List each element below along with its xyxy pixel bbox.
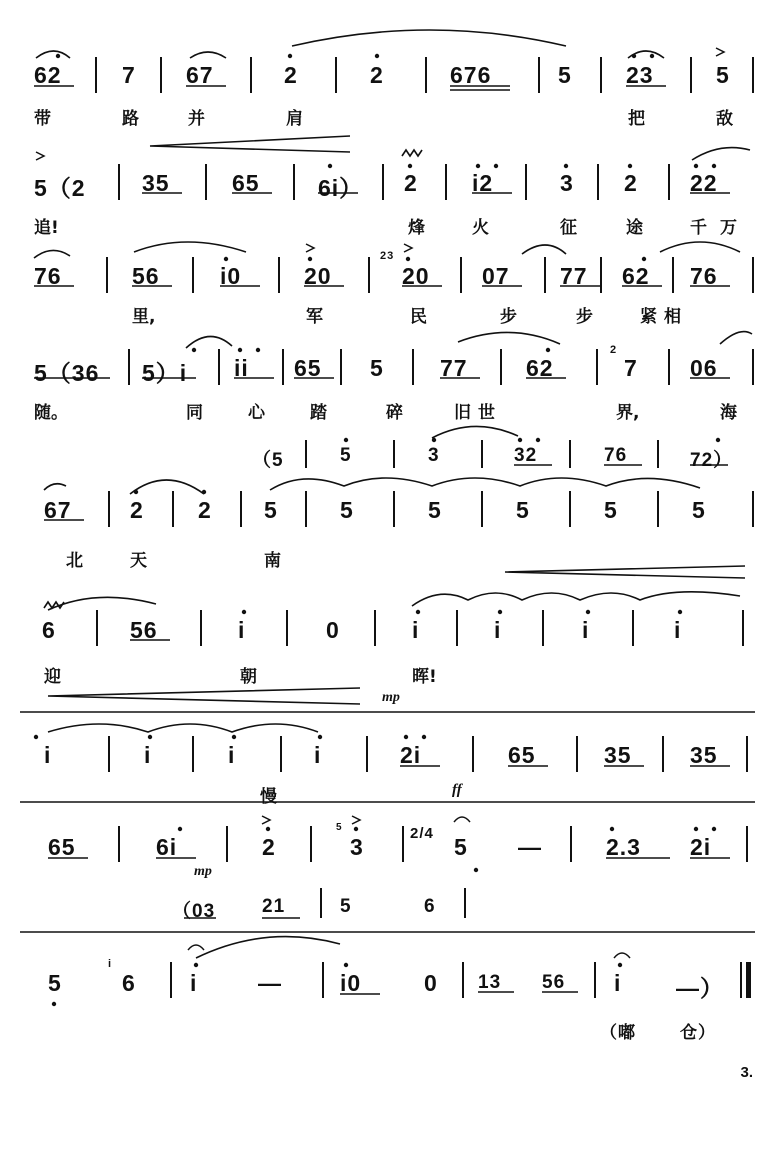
barline: [322, 962, 324, 998]
note: 2: [198, 497, 212, 523]
barline: [106, 257, 108, 293]
slur: [720, 332, 752, 344]
barline: [569, 440, 571, 468]
note: 76: [690, 263, 718, 289]
barline: [226, 826, 228, 862]
dynamic-mark: mp: [194, 864, 212, 879]
note: 5: [692, 497, 706, 523]
barline: [544, 257, 546, 293]
barline: [596, 349, 598, 385]
grace-note: 2: [610, 344, 618, 356]
lyric: 随。: [34, 403, 68, 423]
slur: [44, 484, 66, 490]
upper-note: 72）: [690, 450, 734, 471]
slur: [186, 336, 232, 348]
slur: [458, 332, 560, 344]
slur: [48, 724, 318, 732]
barline: [657, 440, 659, 468]
note: 5: [604, 497, 618, 523]
note: i: [582, 617, 590, 643]
note: 5: [454, 834, 468, 860]
lyric: 步: [576, 307, 593, 327]
barline: [594, 962, 596, 998]
lyric: 千: [690, 218, 707, 238]
note: 6i: [156, 834, 178, 860]
note: 2: [370, 62, 384, 88]
barline: [118, 164, 120, 200]
barline: [205, 164, 207, 200]
note: 62: [34, 62, 62, 88]
barline: [280, 736, 282, 772]
note: 2i: [400, 742, 422, 768]
lyric: 旧: [454, 403, 471, 423]
note: 77: [440, 355, 468, 381]
barline: [464, 888, 466, 918]
note: i: [314, 742, 322, 768]
barline: [108, 736, 110, 772]
note: 5: [370, 355, 384, 381]
note: 35: [142, 170, 170, 196]
grace-note: 23: [380, 250, 395, 262]
upper-note: （5: [252, 450, 284, 471]
lyric: 紧: [640, 307, 657, 327]
note: 76: [34, 263, 62, 289]
lyric: 肩: [286, 109, 303, 129]
upper-note: 32: [514, 445, 538, 466]
barline: [742, 610, 744, 646]
note: 5: [558, 62, 572, 88]
note: 2: [130, 497, 144, 523]
note: 20: [304, 263, 332, 289]
lower-note: （03: [172, 901, 216, 922]
lyric: 晖!: [412, 667, 437, 687]
grace-note: i: [108, 958, 113, 970]
barline: [632, 610, 634, 646]
barline: [192, 257, 194, 293]
barline: [305, 440, 307, 468]
upper-note: 3: [428, 445, 440, 466]
barline: [690, 57, 692, 93]
barline: [576, 736, 578, 772]
note: 22: [690, 170, 718, 196]
note: i2: [472, 170, 494, 196]
barline: [746, 826, 748, 862]
barline: [160, 57, 162, 93]
barline: [657, 491, 659, 527]
slur: [522, 245, 566, 254]
note: i: [44, 742, 52, 768]
note: 77: [560, 263, 588, 289]
note: 0: [326, 617, 340, 643]
note: 3: [560, 170, 574, 196]
note: 0: [424, 970, 438, 996]
note: 65: [232, 170, 260, 196]
note: i: [412, 617, 420, 643]
note: 65: [294, 355, 322, 381]
lyric: 带: [34, 109, 51, 129]
note: 2: [404, 170, 418, 196]
barline: [746, 736, 748, 772]
lyric: 踏: [310, 403, 327, 423]
lyric: 北: [66, 551, 83, 571]
page-number: 3.: [740, 1064, 753, 1081]
barline: [668, 164, 670, 200]
note: 5）i: [142, 360, 188, 386]
barline: [668, 349, 670, 385]
barline: [752, 349, 754, 385]
note: 13: [478, 972, 502, 993]
barline: [752, 491, 754, 527]
note: 5（36: [34, 360, 100, 386]
barline: [456, 610, 458, 646]
barline: [481, 440, 483, 468]
note: 65: [48, 834, 76, 860]
lyric: 烽: [408, 218, 425, 238]
barline: [282, 349, 284, 385]
barline: [286, 610, 288, 646]
final-barline-thick: [746, 962, 751, 998]
barline: [662, 736, 664, 772]
barline: [597, 164, 599, 200]
lyric: 碎: [386, 403, 403, 423]
barline: [752, 257, 754, 293]
note: 5: [340, 497, 354, 523]
lyric: 慢: [260, 787, 277, 807]
barline: [538, 57, 540, 93]
lower-note: 6: [424, 896, 436, 917]
lower-note: 5: [340, 896, 352, 917]
barline: [412, 349, 414, 385]
lyric: 民: [410, 307, 427, 327]
lower-note: 21: [262, 896, 286, 917]
lyric: 征: [560, 218, 577, 238]
barline: [250, 57, 252, 93]
note: 35: [690, 742, 718, 768]
barline: [752, 57, 754, 93]
barline: [570, 826, 572, 862]
barline: [95, 57, 97, 93]
note: 2: [284, 62, 298, 88]
barline: [96, 610, 98, 646]
note: 6: [42, 617, 56, 643]
barline: [310, 826, 312, 862]
note: 2i: [690, 834, 712, 860]
barline: [340, 349, 342, 385]
slur: [432, 426, 518, 438]
note: 2: [262, 834, 276, 860]
note: 5: [516, 497, 530, 523]
barline: [335, 57, 337, 93]
barline: [542, 610, 544, 646]
barline: [118, 826, 120, 862]
barline: [170, 962, 172, 998]
lyric: 万: [720, 218, 737, 238]
barline: [460, 257, 462, 293]
barline: [172, 491, 174, 527]
note: —: [258, 970, 282, 996]
barline: [192, 736, 194, 772]
final-barline-thin: [740, 962, 742, 998]
barline: [393, 440, 395, 468]
note: i: [228, 742, 236, 768]
note: i: [494, 617, 502, 643]
note: i: [144, 742, 152, 768]
note: 65: [508, 742, 536, 768]
lyric: 迎: [44, 667, 61, 687]
note: 56: [542, 972, 566, 993]
note: i0: [220, 263, 242, 289]
barline: [445, 164, 447, 200]
note: i0: [340, 970, 362, 996]
lyric: 追!: [34, 218, 59, 238]
note: 7: [122, 62, 136, 88]
note: 20: [402, 263, 430, 289]
barline: [462, 962, 464, 998]
lyric: 里,: [132, 307, 156, 327]
barline: [278, 257, 280, 293]
slur: [196, 937, 340, 958]
lyric: 朝: [240, 667, 257, 687]
note: i: [614, 970, 622, 996]
note: 62: [622, 263, 650, 289]
lyric: 火: [472, 218, 489, 238]
lyric: 界,: [616, 403, 640, 423]
note: 3: [350, 834, 364, 860]
lyric: 世: [478, 403, 495, 423]
lyric: 南: [264, 551, 281, 571]
barline: [500, 349, 502, 385]
note: 56: [130, 617, 158, 643]
note: ii: [234, 355, 249, 381]
barline: [672, 257, 674, 293]
note: —）: [676, 975, 724, 1001]
barline: [108, 491, 110, 527]
note: 676: [450, 62, 492, 88]
percussion-note: （嘟: [600, 1023, 636, 1042]
barline: [481, 491, 483, 527]
slur: [270, 478, 700, 490]
slur: [628, 51, 664, 58]
slur: [48, 597, 156, 610]
lyric: 心: [248, 403, 265, 423]
slur: [190, 52, 226, 58]
barline: [200, 610, 202, 646]
note: 23: [626, 62, 654, 88]
barline: [393, 491, 395, 527]
time-signature: 2/4: [410, 825, 434, 842]
upper-note: 76: [604, 445, 628, 466]
note: 2.3: [606, 834, 641, 860]
lyric: 军: [306, 307, 323, 327]
note: 07: [482, 263, 510, 289]
barline: [525, 164, 527, 200]
barline: [472, 736, 474, 772]
note: 67: [186, 62, 214, 88]
slur: [34, 250, 70, 258]
note: 06: [690, 355, 718, 381]
lyric: 敌: [716, 109, 733, 129]
lyric: 途: [626, 218, 643, 238]
lyric: 路: [122, 109, 139, 129]
barline: [320, 888, 322, 918]
note: i: [674, 617, 682, 643]
note: 5: [264, 497, 278, 523]
note: 56: [132, 263, 160, 289]
slur: [134, 242, 246, 252]
note: 5（2: [34, 175, 86, 201]
note: 6: [122, 970, 136, 996]
dynamic-mark: ff: [452, 782, 462, 798]
barline: [218, 349, 220, 385]
barline: [293, 164, 295, 200]
barline: [600, 257, 602, 293]
slur: [412, 592, 740, 606]
note: i: [238, 617, 246, 643]
lyric: 相: [664, 307, 681, 327]
barline: [368, 257, 370, 293]
barline: [382, 164, 384, 200]
percussion-note: 仓）: [680, 1023, 716, 1042]
note: —: [518, 834, 542, 860]
grace-note: 5: [336, 822, 343, 833]
barline: [305, 491, 307, 527]
barline: [366, 736, 368, 772]
dynamic-mark: mp: [382, 690, 400, 705]
slur: [660, 242, 740, 252]
lyric: 把: [628, 109, 645, 129]
slur: [130, 480, 204, 494]
note: 6i）: [318, 175, 364, 201]
slur: [36, 51, 70, 58]
note: 67: [44, 497, 72, 523]
barline: [425, 57, 427, 93]
lyric: 并: [188, 109, 205, 129]
note: 2: [624, 170, 638, 196]
barline: [128, 349, 130, 385]
note: 62: [526, 355, 554, 381]
slur: [292, 30, 566, 46]
slur: [692, 148, 750, 160]
upper-note: 5: [340, 445, 352, 466]
note: i: [190, 970, 198, 996]
note: 5: [716, 62, 730, 88]
lyric: 同: [186, 403, 203, 423]
lyric: 天: [130, 551, 147, 571]
barline: [569, 491, 571, 527]
barline: [374, 610, 376, 646]
lyric: 步: [500, 307, 517, 327]
barline: [240, 491, 242, 527]
note: 5: [428, 497, 442, 523]
note: 35: [604, 742, 632, 768]
barline: [600, 57, 602, 93]
lyric: 海: [720, 403, 737, 423]
barline: [402, 826, 404, 862]
note: 5: [48, 970, 62, 996]
note: 7: [624, 355, 638, 381]
